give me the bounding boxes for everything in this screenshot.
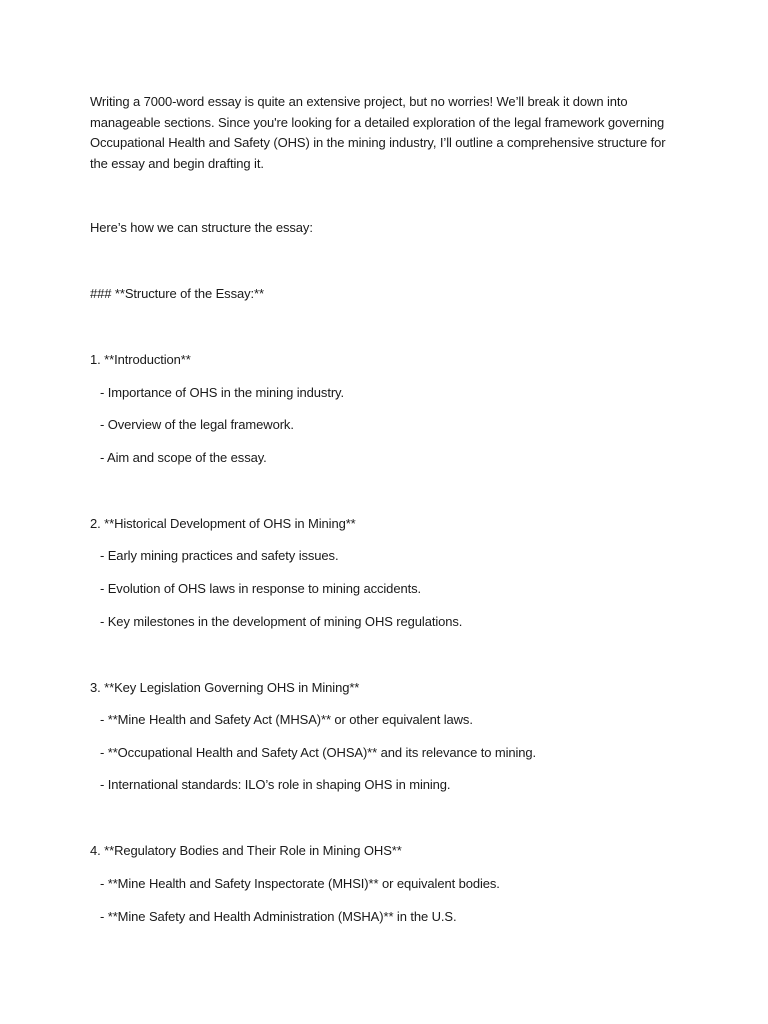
outline-section-historical-development <box>90 514 680 632</box>
spacer <box>90 468 680 514</box>
list-item: - Aim and scope of the essay. <box>100 449 267 465</box>
spacer <box>90 238 680 284</box>
spacer <box>90 795 680 841</box>
spacer <box>90 304 680 350</box>
section-title: 3. **Key Legislation Governing OHS in Mining** <box>90 679 360 695</box>
spacer <box>90 632 680 678</box>
list-item: - Key milestones in the development of mining OHS regulations. <box>100 613 463 629</box>
structure-heading: ### **Structure of the Essay:** <box>90 286 264 301</box>
intro-paragraph: Writing a 7000-word essay is quite an extensive project, but no worries! We’ll break it down into manageable sections. Since you're looking for a detailed exploration of the legal framework governing Occupational Health and Safety (OHS) in the mining industry, I’ll outline a comprehensive structure for the essay and begin drafting it. <box>90 94 666 171</box>
list-item: - **Mine Health and Safety Act (MHSA)** or other equivalent laws. <box>100 712 473 728</box>
section-title: 1. **Introduction** <box>90 352 191 367</box>
structure-intro-text: Here’s how we can structure the essay: <box>90 220 313 235</box>
list-item: - Early mining practices and safety issues. <box>100 548 339 564</box>
list-item: - Importance of OHS in the mining industry. <box>100 384 345 400</box>
list-item: - **Mine Safety and Health Administration (MSHA)** in the U.S. <box>100 908 457 924</box>
list-item: - Evolution of OHS laws in response to mining accidents. <box>100 580 422 596</box>
document-body <box>90 92 680 927</box>
list-item: - **Mine Health and Safety Inspectorate (MHSI)** or equivalent bodies. <box>100 875 500 891</box>
section-title: 2. **Historical Development of OHS in Mining** <box>90 515 356 531</box>
list-item: - **Occupational Health and Safety Act (OHSA)** and its relevance to mining. <box>100 744 537 760</box>
outline-section-introduction <box>90 350 680 468</box>
outline-section-regulatory-bodies <box>90 841 680 926</box>
list-item: - International standards: ILO’s role in shaping OHS in mining. <box>100 777 451 793</box>
spacer <box>90 174 680 218</box>
list-item: - Overview of the legal framework. <box>100 417 294 433</box>
section-title: 4. **Regulatory Bodies and Their Role in Mining OHS** <box>90 843 402 859</box>
outline-section-key-legislation <box>90 678 680 796</box>
